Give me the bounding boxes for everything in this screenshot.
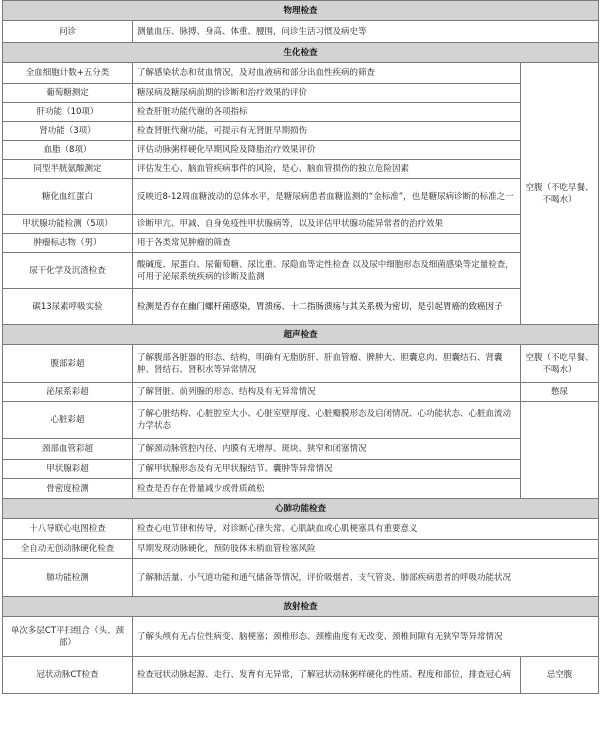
table-row	[3, 141, 599, 160]
table-row	[3, 439, 599, 460]
item-description: 了解肺活量、小气道功能和通气储备等情况，评价吸烟者、支气管炎、肺部疾病患者的呼吸功能状况	[133, 559, 599, 597]
table-row	[3, 519, 599, 540]
item-description: 了解感染状态和贫血情况，及对血液病和部分出血性疾病的筛查	[133, 63, 521, 84]
table-row	[3, 234, 599, 253]
item-description: 了解颈动脉管腔内径、内膜有无增厚、斑块、狭窄和闭塞情况	[133, 439, 521, 460]
item-name: 甲状腺功能检测（5项）	[3, 215, 133, 234]
item-description: 了解头颅有无占位性病变、脑梗塞；颈椎形态、颈椎曲度有无改变、颈椎间隙有无狭窄等异常情况	[133, 617, 599, 657]
table-row	[3, 21, 599, 43]
table-row	[3, 540, 599, 559]
item-name: 冠状动脉CT检查	[3, 657, 133, 694]
section-title-ultrasound: 超声检查	[3, 325, 599, 345]
item-name: 全血细胞计数+五分类	[3, 63, 133, 84]
item-name: 血脂（8项）	[3, 141, 133, 160]
table-row	[3, 479, 599, 499]
table-row	[3, 289, 599, 325]
item-name: 甲状腺彩超	[3, 460, 133, 479]
requirement-note: 空腹（不吃早餐、不喝水）	[521, 63, 599, 325]
item-name: 同型半胱氨酸测定	[3, 160, 133, 179]
item-description: 检测是否存在幽门螺杆菌感染，胃溃疡、十二指肠溃疡与其关系极为密切，是引起胃癌的致癌因子	[133, 289, 521, 325]
item-description: 了解心脏结构、心脏腔室大小、心脏室壁厚度、心脏瓣膜形态及启闭情况、心功能状态、心脏血流动力学状态	[133, 402, 521, 439]
table-row	[3, 657, 599, 694]
item-description: 诊断甲亢、甲减、自身免疫性甲状腺病等，以及评估甲状腺功能异常者的治疗效果	[133, 215, 521, 234]
item-description: 了解腹部各脏器的形态、结构，明确有无脂肪肝、肝血管瘤、脾肿大、胆囊息肉、胆囊结石、肾囊肿、肾结石、肾积水等异常情况	[133, 345, 521, 383]
item-name: 肝功能（10项）	[3, 103, 133, 122]
table-row	[3, 103, 599, 122]
section-header-row	[3, 499, 599, 519]
section-header-row	[3, 43, 599, 63]
item-description: 用于各类常见肿瘤的筛查	[133, 234, 521, 253]
item-name: 肾功能（3项）	[3, 122, 133, 141]
requirement-note: 空腹（不吃早餐、不喝水）	[521, 345, 599, 383]
item-name: 尿干化学及沉渣检查	[3, 253, 133, 289]
item-description: 了解甲状腺形态及有无甲状腺结节、囊肿等异常情况	[133, 460, 521, 479]
item-description: 了解肾脏、前列腺的形态、结构及有无异常情况	[133, 383, 521, 402]
table-row	[3, 559, 599, 597]
checkup-items-table	[2, 0, 599, 694]
item-name: 问诊	[3, 21, 133, 43]
table-row	[3, 215, 599, 234]
table-row	[3, 84, 599, 103]
table-row	[3, 63, 599, 84]
table-row	[3, 402, 599, 439]
table-row	[3, 160, 599, 179]
table-row	[3, 460, 599, 479]
table-row	[3, 179, 599, 215]
item-description: 评估发生心、脑血管疾病事件的风险，是心、脑血管损伤的独立危险因素	[133, 160, 521, 179]
item-name: 心脏彩超	[3, 402, 133, 439]
item-name: 腹部彩超	[3, 345, 133, 383]
section-header-row	[3, 1, 599, 21]
item-name: 全自动无创动脉硬化检查	[3, 540, 133, 559]
section-header-row	[3, 597, 599, 617]
requirement-note: 忌空腹	[521, 657, 599, 694]
item-description: 早期发现动脉硬化，预防肢体末梢血管栓塞风险	[133, 540, 599, 559]
item-name: 糖化血红蛋白	[3, 179, 133, 215]
item-name: 泌尿系彩超	[3, 383, 133, 402]
table-row	[3, 617, 599, 657]
item-description: 检查肾脏代谢功能，可提示有无肾脏早期损伤	[133, 122, 521, 141]
item-description: 检查冠状动脉起源、走行、发育有无异常，了解冠状动脉粥样硬化的性质、程度和部位，排查冠心病	[133, 657, 521, 694]
table-row	[3, 383, 599, 402]
item-name: 骨密度检测	[3, 479, 133, 499]
item-description: 检查肝脏功能代谢的各项指标	[133, 103, 521, 122]
item-name: 碳13尿素呼吸实验	[3, 289, 133, 325]
table-row	[3, 345, 599, 383]
item-name: 颈部血管彩超	[3, 439, 133, 460]
item-description: 反映近8-12周血糖波动的总体水平，是糖尿病患者血糖监测的“金标准”，也是糖尿病诊断的标准之一	[133, 179, 521, 215]
item-description: 检查心电节律和传导，对诊断心律失常、心肌缺血或心肌梗塞具有重要意义	[133, 519, 599, 540]
item-name: 肿瘤标志物（男）	[3, 234, 133, 253]
requirement-note: 憋尿	[521, 383, 599, 402]
requirement-note	[521, 402, 599, 499]
section-title-radiology: 放射检查	[3, 597, 599, 617]
item-name: 单次多层CT平扫组合（头、颈部）	[3, 617, 133, 657]
section-header-row	[3, 325, 599, 345]
item-description: 评估动脉粥样硬化早期风险及降脂治疗效果评价	[133, 141, 521, 160]
item-description: 糖尿病及糖尿病前期的诊断和治疗效果的评价	[133, 84, 521, 103]
table-row	[3, 253, 599, 289]
section-title-cardio: 心肺功能检查	[3, 499, 599, 519]
item-name: 肺功能检测	[3, 559, 133, 597]
item-name: 十八导联心电图检查	[3, 519, 133, 540]
item-name: 葡萄糖测定	[3, 84, 133, 103]
table-row	[3, 122, 599, 141]
item-description: 检查是否存在骨量减少或骨质疏松	[133, 479, 521, 499]
section-title-physical: 物理检查	[3, 1, 599, 21]
item-description: 酸碱度、尿蛋白、尿葡萄糖、尿比重、尿隐血等定性检查 以及尿中细胞形态及细菌感染等定量检查，可用于泌尿系统疾病的诊断及监测	[133, 253, 521, 289]
section-title-biochem: 生化检查	[3, 43, 599, 63]
item-description: 测量血压、脉搏、身高、体重、腰围，问诊生活习惯及病史等	[133, 21, 599, 43]
